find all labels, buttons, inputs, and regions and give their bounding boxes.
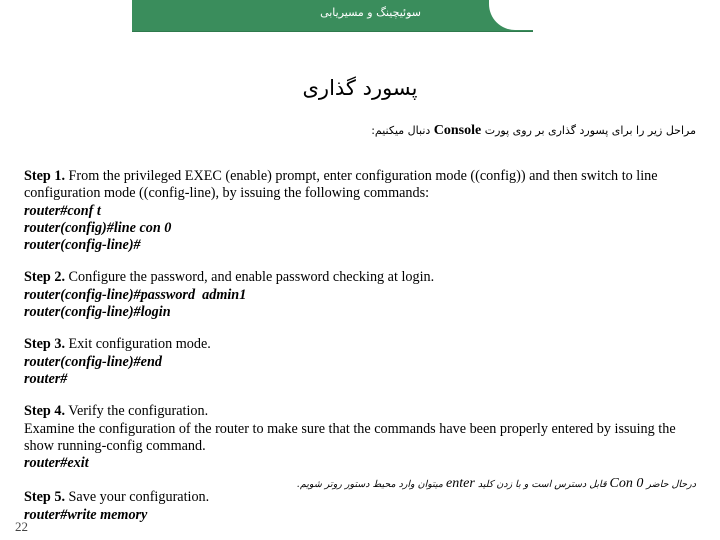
page-number: 22 bbox=[15, 519, 28, 534]
note-part-2: قابل دسترس است و با زدن کلید bbox=[477, 479, 607, 490]
intro-text-after: دنبال میکنیم: bbox=[371, 124, 431, 137]
command-line: router#conf t bbox=[24, 202, 101, 219]
step-5-desc bbox=[24, 489, 700, 506]
intro-line bbox=[371, 123, 696, 139]
command-line: router#exit bbox=[24, 455, 89, 472]
command-line: router(config-line)#end bbox=[24, 353, 162, 370]
step-label: Step 5. bbox=[24, 489, 65, 506]
step-label: Step 3. bbox=[24, 336, 65, 353]
console-note bbox=[297, 476, 696, 492]
intro-keyword: Console bbox=[433, 123, 482, 138]
command-line: router(config)#line con 0 bbox=[24, 219, 172, 236]
step-text: Verify the configuration. bbox=[68, 403, 209, 420]
command-line: router# bbox=[24, 370, 68, 387]
intro-text-before: مراحل زیر را برای پسورد گذاری بر روی پورت bbox=[484, 124, 696, 137]
header-banner bbox=[132, 0, 533, 32]
command-line: router(config-line)#password admin1 bbox=[24, 286, 247, 303]
step-label: Step 4. bbox=[24, 403, 65, 420]
note-part-1: درحال حاضر bbox=[646, 479, 696, 490]
steps-body bbox=[24, 168, 700, 524]
note-part-3: میتوان وارد محیط دستور روتر شویم. bbox=[296, 479, 443, 490]
step-text: Exit configuration mode. bbox=[68, 336, 211, 353]
step-text: From the privileged EXEC (enable) prompt, enter configuration mode ((config)) and then switch to line configuration mode ((config-line), by issuing the following commands: bbox=[24, 168, 658, 202]
slide-title: پسورد گذاری bbox=[302, 76, 418, 100]
note-enter: enter bbox=[446, 476, 475, 491]
command-line: router#write memory bbox=[24, 506, 148, 523]
step-text: Configure the password, and enable password checking at login. bbox=[68, 269, 435, 286]
step-2-desc bbox=[24, 269, 700, 286]
step-4-desc bbox=[24, 403, 700, 420]
step-3-desc bbox=[24, 336, 700, 353]
note-con: Con 0 bbox=[609, 476, 644, 491]
step-label: Step 1. bbox=[24, 168, 65, 184]
step-label: Step 2. bbox=[24, 269, 65, 286]
banner-notch bbox=[489, 0, 533, 30]
command-line: router(config-line)# bbox=[24, 237, 141, 254]
banner-title: سوئیچینگ و مسیریابی bbox=[320, 6, 421, 19]
step-1-desc bbox=[24, 168, 700, 203]
step-4-extra: Examine the configuration of the router to make sure that the commands have been properly entered by issuing the show running-config command. bbox=[24, 420, 676, 454]
step-text: Save your configuration. bbox=[68, 489, 210, 506]
command-line: router(config-line)#login bbox=[24, 304, 171, 321]
